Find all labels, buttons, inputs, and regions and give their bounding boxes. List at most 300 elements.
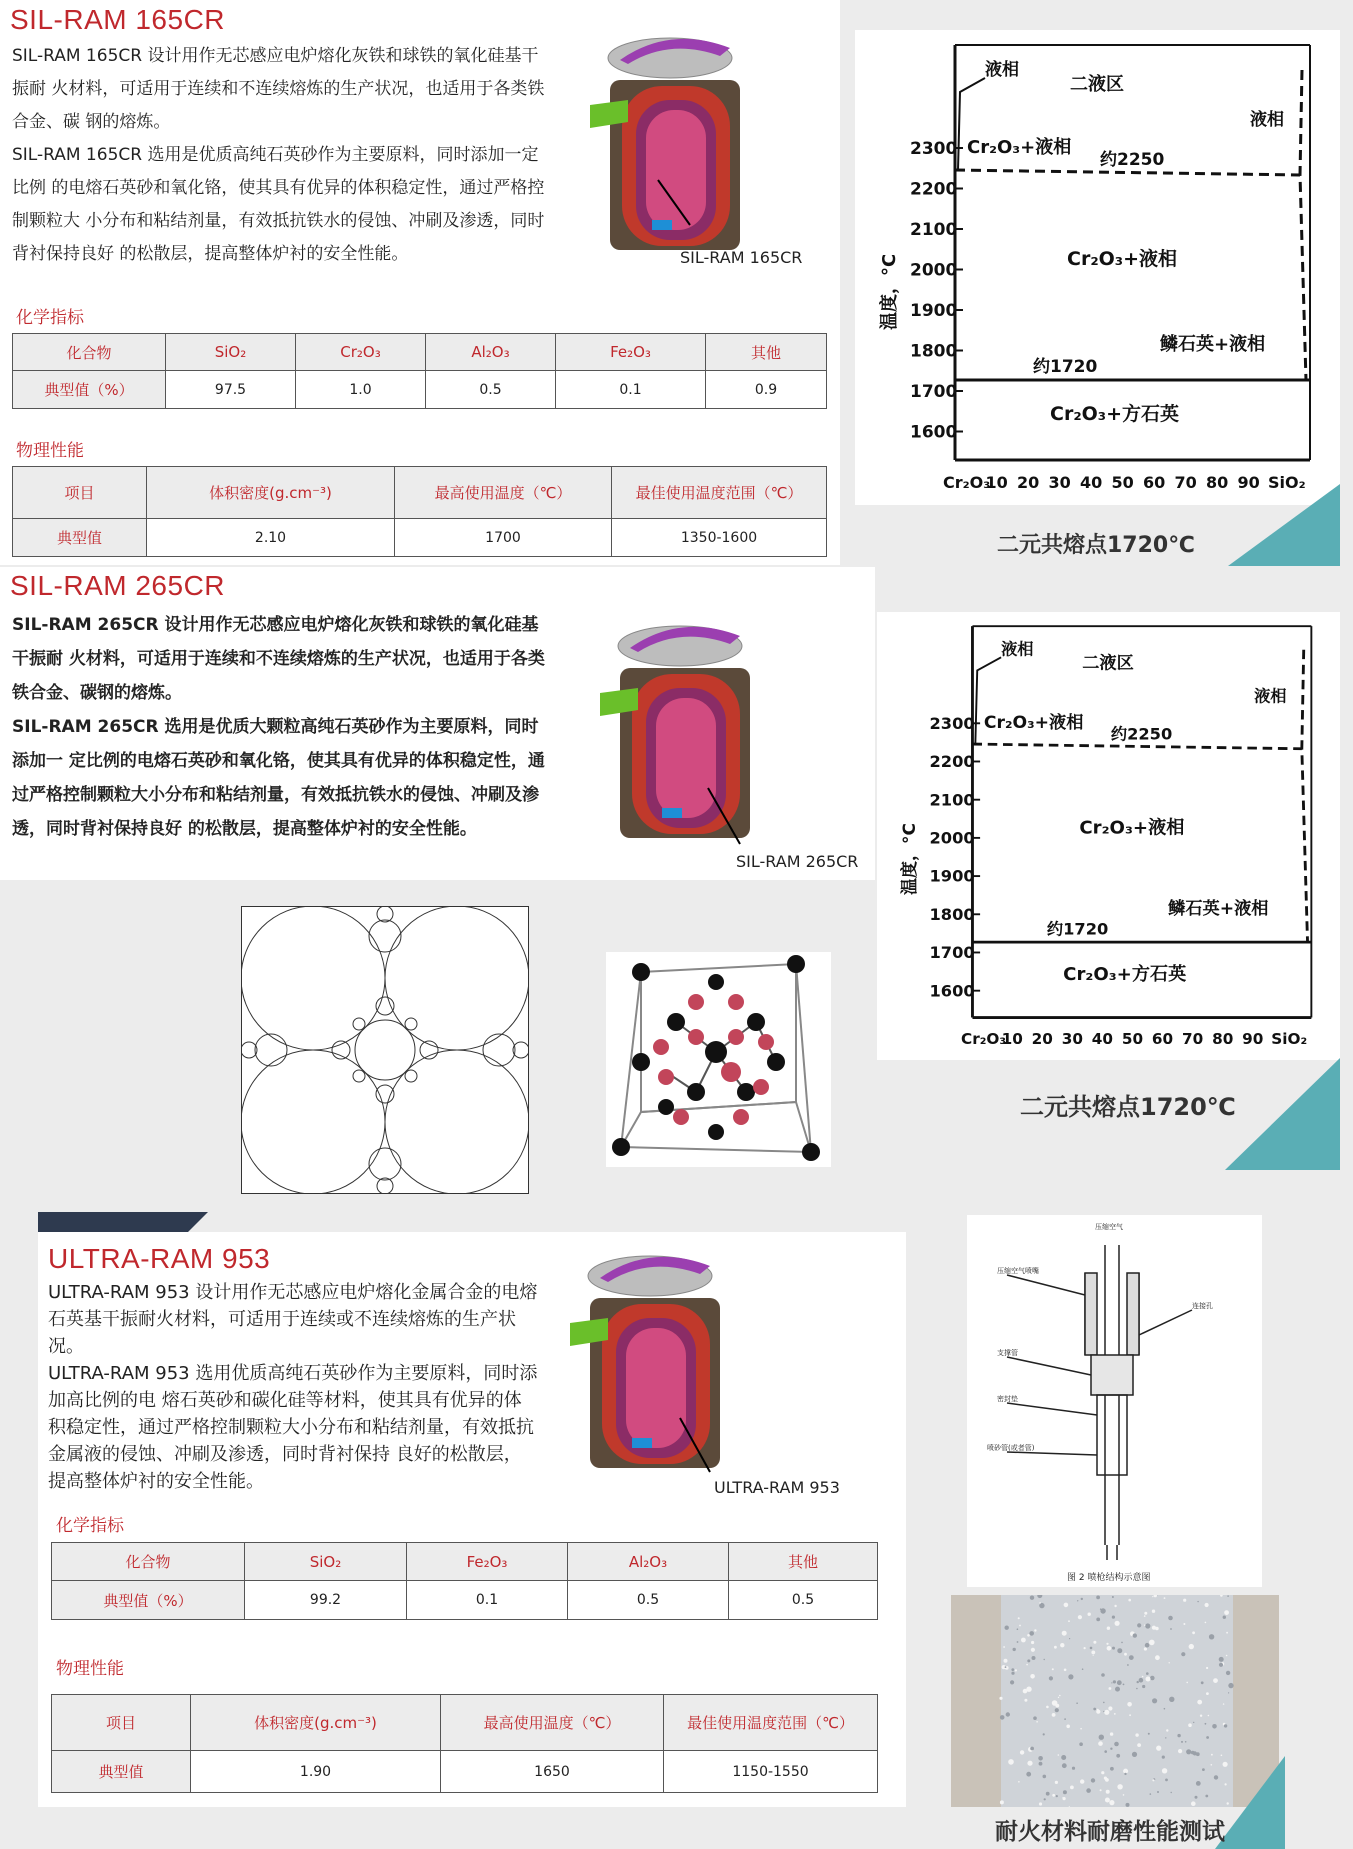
- speckle: [1000, 1800, 1004, 1804]
- label-about-1720: 约1720: [1033, 357, 1098, 377]
- speckle: [1101, 1771, 1104, 1774]
- speckle: [1039, 1603, 1044, 1608]
- speckle: [1124, 1773, 1126, 1775]
- ultra-description: [48, 1279, 538, 1495]
- speckle: [1097, 1709, 1099, 1711]
- nozzle-label: 压缩空气: [1095, 1223, 1123, 1231]
- phys-value: 1150-1550: [664, 1751, 878, 1793]
- speckle: [1165, 1737, 1166, 1738]
- y-tick-label: 2200: [910, 179, 958, 200]
- speckle: [1212, 1724, 1217, 1729]
- speckle: [1152, 1596, 1153, 1597]
- x-tick-label: Cr₂O₃: [961, 1030, 1007, 1048]
- speckle: [1114, 1713, 1116, 1715]
- speckle: [1144, 1615, 1146, 1617]
- speckle: [1144, 1647, 1147, 1650]
- speckle: [1109, 1687, 1112, 1690]
- furnace-diagram-265: [590, 618, 830, 858]
- speckle: [1116, 1754, 1120, 1758]
- speckle: [1145, 1643, 1150, 1648]
- speckle: [1060, 1643, 1064, 1647]
- speckle: [1107, 1627, 1110, 1630]
- y-tick-label: 1900: [929, 866, 975, 886]
- chem-value: 0.1: [556, 371, 706, 409]
- label-cr-cristobalite: Cr₂O₃+方石英: [1050, 403, 1180, 425]
- speckle: [1155, 1655, 1160, 1660]
- speckle: [1100, 1789, 1102, 1791]
- speckle: [1157, 1791, 1159, 1793]
- nozzle-label: 压缩空气喷嘴: [997, 1267, 1039, 1275]
- speckle: [1061, 1755, 1066, 1760]
- speckle: [1193, 1722, 1194, 1723]
- speckle: [1090, 1647, 1093, 1650]
- speckle: [1023, 1689, 1028, 1694]
- teal-corner-1: [1228, 484, 1340, 566]
- x-tick-label: 80: [1206, 473, 1229, 492]
- speckle: [1127, 1664, 1129, 1666]
- y-tick-label: 1900: [910, 301, 958, 321]
- chem-value: 0.5: [729, 1581, 878, 1620]
- sphere-packing-diagram: [241, 906, 529, 1194]
- y-axis-label: 温度，°C: [879, 253, 900, 330]
- x-tick-label: 20: [1017, 473, 1040, 492]
- x-tick-label: 70: [1174, 473, 1197, 492]
- furnace-label-265: SIL-RAM 265CR: [736, 852, 859, 871]
- speckle: [1144, 1625, 1145, 1626]
- chem-value: 0.5: [568, 1581, 729, 1620]
- speckle: [1101, 1673, 1105, 1677]
- y-tick-label: 1800: [910, 341, 958, 362]
- speckle: [1113, 1680, 1116, 1683]
- speckle: [1093, 1641, 1096, 1644]
- chem-value: 0.5: [426, 371, 556, 409]
- sil165-para-1: SIL-RAM 165CR 设计用作无芯感应电炉熔化灰铁和球铁的氧化硅基干振耐 火材料，可适用于连续和不连续熔炼的生产状况，也适用于各类铁合金、碳 钢的熔炼。: [12, 46, 545, 132]
- speckle: [1162, 1756, 1165, 1759]
- x-tick-label: 60: [1143, 473, 1166, 492]
- phys-row-header: 典型值: [13, 519, 147, 557]
- speckle: [1005, 1666, 1007, 1668]
- phys-value: 2.10: [147, 519, 395, 557]
- speckle: [1027, 1634, 1030, 1637]
- speckle: [1223, 1703, 1224, 1704]
- speckle: [1018, 1617, 1020, 1619]
- nozzle-caption: 图 2 喷枪结构示意图: [1067, 1573, 1151, 1583]
- ultra-title: ULTRA-RAM 953: [48, 1243, 271, 1274]
- navy-ribbon: [38, 1212, 188, 1232]
- speckle: [1052, 1700, 1058, 1706]
- speckle: [1104, 1750, 1107, 1753]
- y-tick-label: 2100: [929, 790, 975, 810]
- speckle: [1031, 1641, 1034, 1644]
- x-tick-label: 60: [1151, 1030, 1174, 1048]
- ultra-para-1: ULTRA-RAM 953 设计用作无芯感应电炉熔化金属合金的电熔石英基干振耐火材料，可适用于连续或不连续熔炼的生产状况。: [48, 1282, 538, 1357]
- speckle: [1121, 1642, 1123, 1644]
- speckle: [1177, 1734, 1180, 1737]
- speckle: [1004, 1659, 1008, 1663]
- speckle: [1139, 1678, 1144, 1683]
- speckle: [1133, 1633, 1137, 1637]
- speckle: [1010, 1680, 1014, 1684]
- phase-diagram-content: [878, 45, 1310, 492]
- sil265-title: SIL-RAM 265CR: [10, 570, 226, 601]
- x-tick-label: 30: [1048, 473, 1071, 492]
- speckle: [1068, 1674, 1073, 1679]
- speckle: [1106, 1643, 1108, 1645]
- speckle: [1059, 1695, 1061, 1697]
- chem-header: 其他: [706, 334, 827, 371]
- ultra-chem-title: 化学指标: [56, 1516, 124, 1536]
- speckle: [1226, 1632, 1228, 1634]
- speckle: [1195, 1796, 1198, 1799]
- speckle: [1209, 1634, 1214, 1639]
- navy-ribbon-tip: [188, 1212, 208, 1232]
- speckle: [1211, 1764, 1213, 1766]
- speckle: [1103, 1702, 1105, 1704]
- speckle: [1146, 1672, 1149, 1675]
- phase-diagram-2: [877, 612, 1340, 1060]
- speckle: [1081, 1598, 1083, 1600]
- speckle: [1117, 1784, 1122, 1789]
- speckle: [1110, 1732, 1113, 1735]
- speckle: [1205, 1795, 1208, 1798]
- speckle: [1106, 1790, 1110, 1794]
- speckle: [1164, 1708, 1166, 1710]
- phys-header: 最佳使用温度范围（℃）: [612, 467, 827, 519]
- speckle: [1213, 1678, 1218, 1683]
- furnace-diagram-953: [560, 1248, 800, 1488]
- speckle: [1104, 1710, 1109, 1715]
- x-tick-label: Cr₂O₃: [943, 473, 991, 492]
- speckle: [1166, 1729, 1168, 1731]
- phys-header: 项目: [13, 467, 147, 519]
- speckle: [1223, 1616, 1226, 1619]
- chem-header: 其他: [729, 1543, 878, 1581]
- speckle: [1152, 1610, 1155, 1613]
- chem-row-header: 典型值（%）: [13, 371, 166, 409]
- x-tick-label: 20: [1031, 1030, 1053, 1048]
- speckle: [1150, 1676, 1155, 1681]
- speckle: [1112, 1647, 1115, 1650]
- speckle: [1080, 1728, 1082, 1730]
- immiscibility-line: [955, 170, 1300, 175]
- speckle: [1186, 1749, 1191, 1754]
- speckle: [1152, 1779, 1154, 1781]
- speckle: [1136, 1688, 1138, 1690]
- speckle: [1082, 1668, 1084, 1670]
- speckle: [1058, 1754, 1060, 1756]
- speckle: [1015, 1669, 1017, 1671]
- speckle: [1084, 1647, 1086, 1649]
- speckle: [1093, 1655, 1094, 1656]
- y-tick-label: 2300: [929, 714, 975, 733]
- y-tick-label: 1800: [929, 905, 975, 924]
- speckle: [1114, 1742, 1119, 1747]
- speckle: [1017, 1628, 1019, 1630]
- speckle: [1211, 1754, 1213, 1756]
- furnace-label-953: ULTRA-RAM 953: [714, 1478, 840, 1497]
- speckle: [1185, 1741, 1187, 1743]
- x-tick-label: 40: [1091, 1030, 1114, 1048]
- speckle: [1124, 1653, 1127, 1656]
- speckle: [1055, 1708, 1059, 1712]
- speckle: [1096, 1618, 1100, 1622]
- immiscibility-line: [972, 744, 1301, 749]
- speckle: [1091, 1651, 1095, 1655]
- teal-corner-2: [1225, 1058, 1340, 1170]
- speckle: [1046, 1792, 1050, 1796]
- speckle: [1043, 1733, 1045, 1735]
- speckle: [1146, 1677, 1151, 1682]
- speckle: [1069, 1638, 1070, 1639]
- phys-header: 最高使用温度（℃）: [441, 1695, 664, 1751]
- speckle: [1117, 1648, 1122, 1653]
- speckle: [1202, 1768, 1205, 1771]
- crystal-structure-model: [606, 952, 831, 1167]
- speckle: [1170, 1628, 1172, 1630]
- sil165-para-2: SIL-RAM 165CR 选用是优质高纯石英砂作为主要原料，同时添加一定比例 的电熔石英砂和氧化铬，使其具有优异的体积稳定性，通过严格控制颗粒大 小分布和粘结剂量，有效抵抗铁水的侵蚀、冲刷及渗透，同时背衬保持良好 的松散层，提高整体炉衬的安全性能。: [12, 145, 545, 264]
- speckle: [1111, 1682, 1112, 1683]
- speckle: [1137, 1681, 1139, 1683]
- chem-value: 97.5: [166, 371, 296, 409]
- label-liquid-left: 液相: [985, 60, 1019, 80]
- abrasion-caption: 耐火材料耐磨性能测试: [995, 1819, 1225, 1845]
- speckle: [1107, 1646, 1112, 1651]
- speckle: [1019, 1625, 1021, 1627]
- x-tick-label: 70: [1182, 1030, 1204, 1048]
- x-tick-label: 50: [1121, 1030, 1144, 1048]
- speckle: [1226, 1671, 1230, 1675]
- sil165-title: SIL-RAM 165CR: [10, 4, 226, 35]
- speckle: [1027, 1659, 1030, 1662]
- ultra-phys-table: [51, 1694, 878, 1793]
- label-liquid-right: 液相: [1254, 686, 1287, 706]
- speckle: [1196, 1781, 1201, 1786]
- speckle: [1149, 1640, 1155, 1646]
- label-tridymite-liquid: 鳞石英+液相: [1168, 898, 1269, 919]
- speckle: [1026, 1772, 1031, 1777]
- speckle: [1224, 1724, 1227, 1727]
- speckle: [1152, 1626, 1156, 1630]
- speckle: [1029, 1631, 1034, 1636]
- speckle: [1103, 1711, 1104, 1712]
- speckle: [1068, 1620, 1070, 1622]
- speckle: [1100, 1608, 1102, 1610]
- speckle: [1127, 1702, 1132, 1707]
- label-about-2250: 约2250: [1110, 724, 1173, 744]
- speckle: [1201, 1681, 1204, 1684]
- speckle: [1206, 1667, 1208, 1669]
- speckle: [1206, 1692, 1209, 1695]
- speckle: [1079, 1742, 1083, 1746]
- label-liquid-left: 液相: [1001, 639, 1034, 659]
- phys-value: 1650: [441, 1751, 664, 1793]
- y-tick-label: 1700: [910, 382, 958, 402]
- speckle: [1039, 1762, 1043, 1766]
- chem-header: 化合物: [13, 334, 166, 371]
- speckle: [1056, 1795, 1058, 1797]
- y-tick-label: 2300: [910, 139, 958, 159]
- speckle: [1208, 1715, 1210, 1717]
- speckle: [1128, 1599, 1131, 1602]
- speckle: [1077, 1600, 1078, 1601]
- ultra-phys-title: 物理性能: [56, 1659, 124, 1679]
- speckle: [1030, 1596, 1034, 1600]
- speckle: [1169, 1662, 1170, 1663]
- speckle: [1145, 1623, 1150, 1628]
- phys-header: 最高使用温度（℃）: [395, 467, 612, 519]
- speckle: [1224, 1610, 1229, 1615]
- chem-value: 0.1: [407, 1581, 568, 1620]
- chem-row-header: 典型值（%）: [52, 1581, 245, 1620]
- speckle: [1148, 1733, 1150, 1735]
- speckle: [1171, 1792, 1172, 1793]
- speckle: [1108, 1706, 1112, 1710]
- speckle: [1197, 1700, 1202, 1705]
- x-tick-label: 80: [1212, 1030, 1234, 1048]
- x-tick-label: 10: [1001, 1030, 1023, 1048]
- speckle: [1096, 1596, 1100, 1600]
- speckle: [1142, 1685, 1145, 1688]
- speckle: [1181, 1741, 1183, 1743]
- label-cr-liquid-mid: Cr₂O₃+液相: [1079, 817, 1185, 839]
- speckle: [1188, 1723, 1192, 1727]
- speckle: [1115, 1621, 1120, 1626]
- speckle: [1219, 1663, 1223, 1667]
- speckle: [1046, 1706, 1049, 1709]
- speckle: [1098, 1741, 1103, 1746]
- speckle: [1031, 1648, 1035, 1652]
- speckle: [1228, 1692, 1229, 1693]
- speckle: [1192, 1631, 1195, 1634]
- speckle: [1115, 1687, 1120, 1692]
- speckle: [1064, 1603, 1069, 1608]
- sil265-description: [12, 608, 554, 846]
- speckle: [1005, 1626, 1009, 1630]
- speckle: [1013, 1648, 1016, 1651]
- speckle: [1044, 1659, 1045, 1660]
- label-cr-liquid-top: Cr₂O₃+液相: [983, 713, 1084, 733]
- chem-header: Al₂O₃: [568, 1543, 729, 1581]
- phys-row-header: 典型值: [52, 1751, 191, 1793]
- speckle: [1197, 1601, 1198, 1602]
- speckle: [1168, 1616, 1173, 1621]
- phys-value: 1700: [395, 519, 612, 557]
- speckle: [1164, 1597, 1166, 1599]
- speckle: [1226, 1655, 1228, 1657]
- speckle: [1072, 1767, 1075, 1770]
- sil165-chem-table: [12, 333, 827, 409]
- y-axis-label: 温度，°C: [900, 823, 921, 895]
- speckle: [1123, 1684, 1125, 1686]
- speckle: [1105, 1798, 1110, 1803]
- speckle: [1062, 1631, 1067, 1636]
- y-tick-label: 1700: [929, 943, 975, 963]
- nozzle-label: 喷砂管(或者管): [987, 1444, 1035, 1452]
- speckle: [1020, 1750, 1024, 1754]
- speckle: [1049, 1676, 1053, 1680]
- chem-header: 化合物: [52, 1543, 245, 1581]
- speckle: [1017, 1641, 1019, 1643]
- x-tick-label: 90: [1242, 1030, 1264, 1048]
- speckle: [1132, 1752, 1137, 1757]
- x-tick-label: SiO₂: [1268, 473, 1306, 492]
- label-two-liquid: 二液区: [1082, 653, 1134, 674]
- speckle: [1052, 1668, 1054, 1670]
- sil165-description: [12, 40, 552, 271]
- speckle: [1191, 1801, 1196, 1806]
- x-tick-label: 10: [985, 473, 1008, 492]
- speckle: [1039, 1802, 1042, 1805]
- speckle: [1181, 1652, 1185, 1656]
- label-about-2250: 约2250: [1100, 150, 1165, 170]
- speckle: [1114, 1605, 1116, 1607]
- x-tick-label: SiO₂: [1271, 1030, 1308, 1048]
- liquidus-curve-right: [1300, 70, 1306, 380]
- speckle: [1058, 1697, 1059, 1698]
- speckle: [1033, 1716, 1037, 1720]
- y-tick-label: 2200: [929, 752, 975, 772]
- speckle: [1044, 1798, 1046, 1800]
- speckle: [1055, 1781, 1058, 1784]
- speckle: [1129, 1714, 1131, 1716]
- speckle: [1150, 1793, 1152, 1795]
- speckle: [1206, 1736, 1209, 1739]
- chem-value: 0.9: [706, 371, 827, 409]
- speckle: [1144, 1612, 1147, 1615]
- speckle: [1183, 1599, 1186, 1602]
- speckle: [1110, 1767, 1114, 1771]
- sil265-para-2: SIL-RAM 265CR 选用是优质大颗粒高纯石英砂作为主要原料，同时添加一 定比例的电熔石英砂和氧化铬，使其具有优异的体积稳定性，通过严格控制颗粒大小分布和粘结剂量，有效抵抗铁水的侵蚀、冲刷及渗透，同时背衬保持良好 的松散层，提高整体炉衬的安全性能。: [12, 717, 545, 839]
- speckle: [1152, 1698, 1157, 1703]
- nozzle-label: 连接孔: [1192, 1302, 1213, 1310]
- chem-header: SiO₂: [245, 1543, 407, 1581]
- y-tick-label: 2000: [929, 828, 975, 848]
- speckle: [1088, 1613, 1091, 1616]
- chem-header: Al₂O₃: [426, 334, 556, 371]
- speckle: [1129, 1655, 1134, 1660]
- label-cr-cristobalite: Cr₂O₃+方石英: [1063, 963, 1187, 985]
- speckle: [1062, 1763, 1067, 1768]
- speckle: [1137, 1623, 1141, 1627]
- label-liquid-right: 液相: [1250, 110, 1284, 130]
- speckle: [1205, 1723, 1207, 1725]
- speckle: [1018, 1781, 1020, 1783]
- speckle: [1024, 1699, 1027, 1702]
- furnace-diagram-165: [580, 30, 820, 280]
- speckle: [1064, 1718, 1066, 1720]
- speckle: [1186, 1682, 1188, 1684]
- speckle: [1110, 1748, 1112, 1750]
- phys-header: 项目: [52, 1695, 191, 1751]
- speckle: [1026, 1664, 1028, 1666]
- speckle: [1064, 1669, 1067, 1672]
- chem-value: 99.2: [245, 1581, 407, 1620]
- phys-value: 1350-1600: [612, 519, 827, 557]
- y-tick-label: 2100: [910, 220, 958, 240]
- speckle: [1112, 1616, 1115, 1619]
- nozzle-label: 密封垫: [997, 1395, 1018, 1403]
- speckle: [1219, 1657, 1224, 1662]
- label-cr-liquid-top: Cr₂O₃+液相: [967, 137, 1072, 158]
- speckle: [1142, 1676, 1144, 1678]
- speckle: [1052, 1794, 1055, 1797]
- y-tick-label: 1600: [929, 981, 975, 1001]
- speckle: [1080, 1779, 1084, 1783]
- phase-caption-2: 二元共熔点1720℃: [1020, 1093, 1236, 1121]
- speckle: [1000, 1715, 1005, 1720]
- speckle: [1109, 1800, 1114, 1805]
- y-tick-label: 2000: [910, 260, 958, 281]
